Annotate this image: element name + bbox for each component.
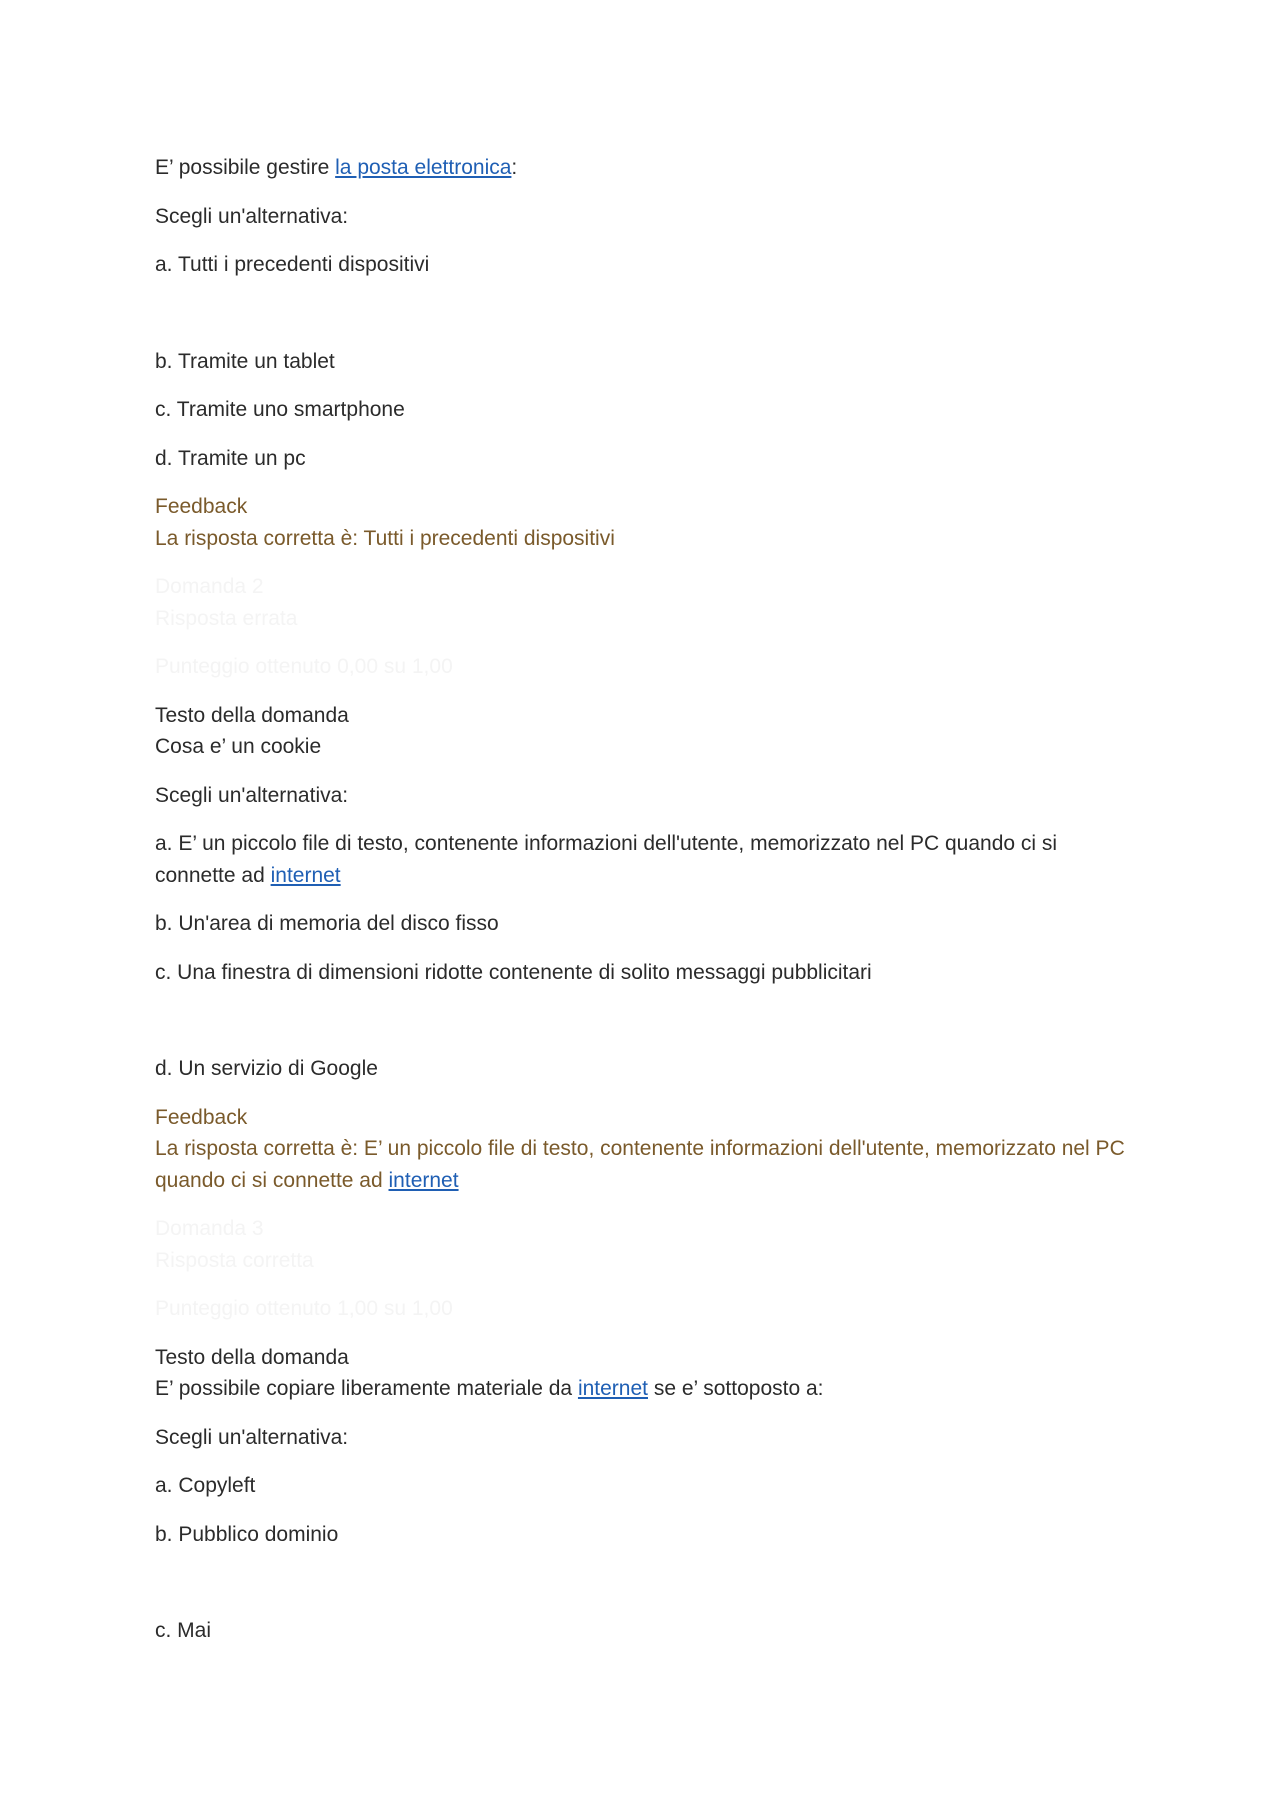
q2-header — [155, 571, 1125, 634]
q1-choose-label: Scegli un'alternativa: — [155, 204, 349, 228]
q1-question — [155, 152, 1125, 184]
q3-header — [155, 1213, 1125, 1276]
q2-header-title: Domanda 2 — [155, 575, 264, 598]
q2-option-a[interactable] — [155, 828, 1125, 891]
q3-choose-label: Scegli un'alternativa: — [155, 1425, 349, 1449]
q3-question-block — [155, 1342, 1125, 1405]
q2-header-status: Risposta errata — [155, 606, 298, 630]
q1-option-a[interactable]: a. Tutti i precedenti dispositivi — [155, 253, 430, 276]
q2-option-a-internet-link[interactable]: internet — [270, 863, 341, 887]
q3-option-a[interactable]: a. Copyleft — [155, 1474, 256, 1497]
q3-text-label: Testo della domanda — [155, 1345, 349, 1369]
q3-header-score: Punteggio ottenuto 1,00 su 1,00 — [155, 1297, 453, 1320]
q2-text-label: Testo della domanda — [155, 703, 349, 727]
q3-option-b[interactable]: b. Pubblico dominio — [155, 1522, 339, 1546]
q1-feedback — [155, 491, 1125, 554]
q2-header-score: Punteggio ottenuto 0,00 su 1,00 — [155, 655, 453, 678]
q2-option-b[interactable]: b. Un'area di memoria del disco fisso — [155, 912, 499, 935]
q2-option-d[interactable]: d. Un servizio di Google — [155, 1057, 378, 1080]
q2-feedback-internet-link[interactable]: internet — [388, 1168, 459, 1192]
q1-option-b[interactable]: b. Tramite un tablet — [155, 349, 335, 373]
q2-feedback-label: Feedback — [155, 1105, 248, 1129]
q2-feedback-text: La risposta corretta è: E’ un piccolo file di testo, contenente informazioni dell'utente, memorizzato nel PC quando ci si connette ad — [155, 1137, 1125, 1192]
q3-option-c[interactable]: c. Mai — [155, 1619, 212, 1642]
q1-feedback-text: La risposta corretta è: Tutti i precedenti dispositivi — [155, 526, 615, 550]
q2-option-c[interactable]: c. Una finestra di dimensioni ridotte contenente di solito messaggi pubblicitari — [155, 960, 872, 984]
q3-question-suffix: se e’ sottoposto a: — [648, 1377, 824, 1400]
q2-feedback — [155, 1102, 1125, 1197]
q1-option-c[interactable]: c. Tramite uno smartphone — [155, 398, 405, 421]
q2-choose-label: Scegli un'alternativa: — [155, 783, 349, 807]
q2-question-block — [155, 700, 1125, 763]
q2-question: Cosa e’ un cookie — [155, 735, 322, 758]
q2-option-a-text: a. E’ un piccolo file di testo, contenente informazioni dell'utente, memorizzato nel PC quando ci si connette ad — [155, 832, 1058, 887]
q1-question-prefix: E’ possibile gestire — [155, 156, 336, 179]
q3-internet-link[interactable]: internet — [577, 1377, 648, 1400]
q3-header-title: Domanda 3 — [155, 1217, 264, 1240]
q1-question-suffix: : — [511, 156, 518, 179]
q1-option-d[interactable]: d. Tramite un pc — [155, 446, 306, 470]
q3-question-prefix: E’ possibile copiare liberamente materiale da — [155, 1377, 578, 1400]
q1-feedback-label: Feedback — [155, 495, 248, 518]
document-page — [155, 152, 1125, 1664]
q3-header-status: Risposta corretta — [155, 1248, 314, 1272]
q1-email-link[interactable]: la posta elettronica — [335, 156, 512, 179]
